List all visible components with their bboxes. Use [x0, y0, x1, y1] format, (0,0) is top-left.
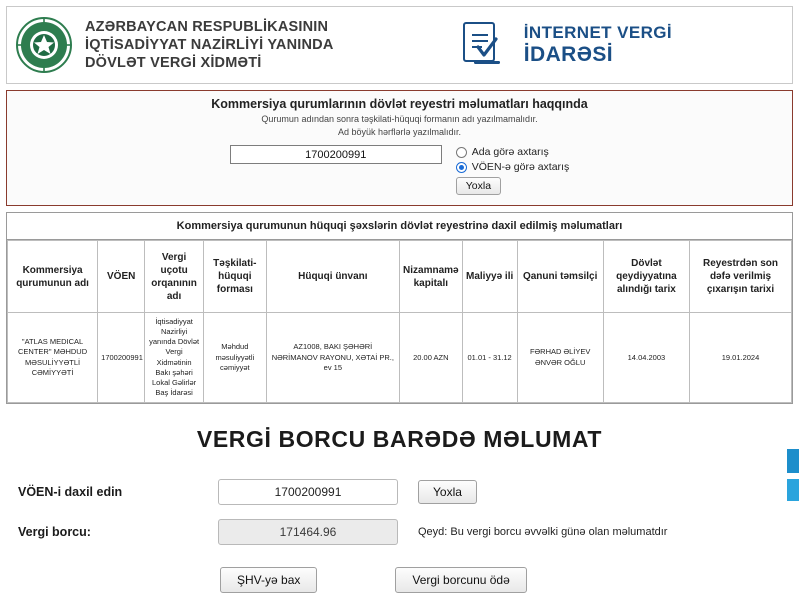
registry-table [7, 240, 792, 403]
ministry-title [85, 18, 334, 72]
registry-search-input[interactable] [230, 145, 442, 164]
debt-note: Qeyd: Bu vergi borcu əvvəlki günə olan məlumatdır [418, 526, 668, 539]
registry-panel-subtitle [7, 113, 792, 143]
registry-form [7, 143, 792, 205]
page-root [0, 6, 799, 588]
cell-fiscal-year: 01.01 - 31.12 [462, 313, 517, 403]
registry-subtitle-line-1: Qurumun adından sonra təşkilati-hüquqi formanın adı yazılmamalıdır. [261, 114, 538, 124]
cell-capital: 20.00 AZN [399, 313, 462, 403]
radio-option-by-name[interactable] [456, 146, 569, 158]
debt-row [0, 519, 799, 545]
cell-address: AZ1008, BAKI ŞƏHƏRİ NƏRİMANOV RAYONU, XƏTAİ PR., ev 15 [266, 313, 399, 403]
registry-query-panel [6, 90, 793, 206]
brand-block [460, 17, 672, 74]
view-shv-button[interactable]: ŞHV-yə bax [220, 567, 317, 593]
table-header-row [8, 241, 792, 313]
registry-table-caption: Kommersiya qurumunun hüquqi şəxslərin dövlət reyestrinə daxil edilmiş məlumatları [7, 213, 792, 240]
ministry-line-1: AZƏRBAYCAN RESPUBLİKASININ [85, 18, 329, 35]
col-header-voen: VÖEN [98, 241, 145, 313]
registry-subtitle-line-2: Ad böyük hərflərlə yazılmalıdır. [337, 127, 462, 138]
col-header-registration-date: Dövlət qeydiyyatına alındığı tarix [603, 241, 689, 313]
tax-debt-section [0, 404, 799, 593]
voen-label: VÖEN-i daxil edin [18, 485, 123, 500]
document-check-icon [460, 17, 512, 74]
cell-registration-date: 14.04.2003 [603, 313, 689, 403]
radio-circle-icon[interactable] [456, 147, 467, 158]
col-header-extract-date: Reyestrdən son dəfə verilmiş çıxarışın tarixi [690, 241, 792, 313]
col-header-fiscal-year: Maliyyə ili [462, 241, 517, 313]
ministry-line-3: DÖVLƏT VERGİ XİDMƏTİ [85, 55, 262, 72]
cell-tax-office: İqtisadiyyat Nazirliyi yanında Dövlət Vergi Xidmətinin Bakı şəhəri Lokal Gəlirlər Baş İdarəsi [145, 313, 204, 403]
radio-circle-selected-icon[interactable] [456, 162, 467, 173]
col-header-legal-rep: Qanuni təmsilçi [517, 241, 603, 313]
radio-label-by-voen: VÖEN-ə görə axtarış [471, 161, 570, 174]
col-header-capital: Nizamnamə kapitalı [399, 241, 462, 313]
cell-legal-rep: FƏRHAD ƏLİYEV ƏNVƏR OĞLU [517, 313, 603, 403]
edge-marker-top [787, 449, 799, 473]
debt-label: Vergi borcu: [18, 525, 91, 540]
col-header-name: Kommersiya qurumunun adı [8, 241, 98, 313]
voen-row [0, 479, 799, 505]
radio-option-by-voen[interactable] [456, 161, 569, 173]
check-debt-button[interactable]: Yoxla [418, 480, 477, 504]
registry-panel-title: Kommersiya qurumlarının dövlət reyestri məlumatları haqqında [211, 97, 588, 111]
ministry-line-2: İQTİSADİYYAT NAZİRLİYİ YANINDA [85, 36, 334, 53]
col-header-address: Hüquqi ünvanı [266, 241, 399, 313]
table-row [8, 313, 792, 403]
registry-check-button[interactable]: Yoxla [456, 177, 501, 195]
cell-voen: 1700200991 [98, 313, 145, 403]
brand-line-1: İNTERNET VERGİ [523, 23, 672, 43]
page-title: VERGİ BORCU BARƏDƏ MƏLUMAT [196, 426, 603, 453]
brand-text [524, 23, 672, 67]
col-header-legal-form: Təşkilati-hüquqi forması [203, 241, 266, 313]
brand-line-2: İDARƏSİ [523, 42, 613, 66]
action-buttons [0, 567, 799, 593]
cell-name: "ATLAS MEDICAL CENTER" MƏHDUD MƏSULİYYƏTLİ CƏMİYYƏTİ [8, 313, 98, 403]
cell-extract-date: 19.01.2024 [690, 313, 792, 403]
state-emblem-icon [13, 14, 75, 76]
col-header-tax-office: Vergi uçotu orqanının adı [145, 241, 204, 313]
debt-amount-field [218, 519, 398, 545]
pay-debt-button[interactable]: Vergi borcunu ödə [395, 567, 526, 593]
edge-marker-bottom [787, 479, 799, 501]
cell-legal-form: Məhdud məsuliyyətli cəmiyyət [203, 313, 266, 403]
registry-search-options [456, 145, 569, 195]
registry-table-wrapper [6, 212, 793, 404]
site-header [6, 6, 793, 84]
radio-label-by-name: Ada görə axtarış [471, 146, 549, 159]
voen-input[interactable] [218, 479, 398, 505]
